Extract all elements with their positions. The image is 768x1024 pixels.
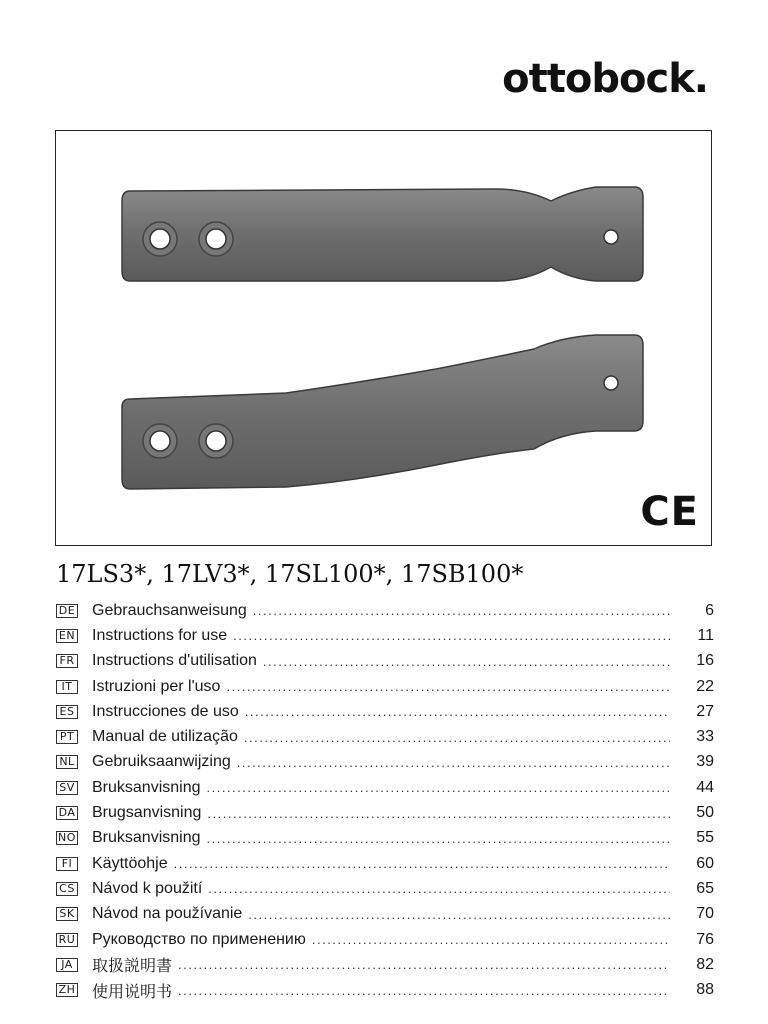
language-code-badge: CS bbox=[56, 882, 78, 896]
toc-page-number: 88 bbox=[696, 981, 714, 999]
toc-row[interactable] bbox=[56, 977, 714, 1002]
language-code-badge: SV bbox=[56, 781, 78, 795]
dot-leader bbox=[248, 907, 670, 922]
dot-leader bbox=[178, 957, 670, 972]
toc-row[interactable] bbox=[56, 623, 714, 648]
toc-title: Instructions d'utilisation bbox=[92, 652, 257, 670]
toc-title: Instructions for use bbox=[92, 626, 228, 644]
toc-page-number: 76 bbox=[696, 930, 714, 948]
language-code-badge: PT bbox=[56, 730, 78, 744]
product-figure bbox=[55, 130, 712, 546]
language-code-badge: IT bbox=[56, 680, 78, 694]
toc-title: Руководство по применению bbox=[92, 930, 306, 948]
ottobock-logo: ottobock. bbox=[502, 56, 708, 102]
toc-title: Bruksanvisning bbox=[92, 829, 201, 847]
dot-leader bbox=[237, 755, 670, 770]
dot-leader bbox=[263, 654, 670, 669]
toc-row[interactable] bbox=[56, 750, 714, 775]
dot-leader bbox=[207, 831, 671, 846]
language-code-badge: FR bbox=[56, 654, 78, 668]
language-code-badge: EN bbox=[56, 629, 78, 643]
language-code-badge: RU bbox=[56, 933, 78, 947]
toc-row[interactable] bbox=[56, 724, 714, 749]
toc-title: Návod k použití bbox=[92, 879, 203, 897]
toc-title: Gebrauchsanweisung bbox=[92, 601, 247, 619]
toc-title: 使用说明书 bbox=[92, 983, 173, 1001]
toc-page-number: 22 bbox=[696, 677, 714, 695]
toc-page-number: 70 bbox=[696, 905, 714, 923]
splint-bars-illustration bbox=[56, 131, 713, 547]
toc-page-number: 60 bbox=[696, 854, 714, 872]
language-code-badge: ZH bbox=[56, 983, 78, 997]
table-of-contents bbox=[56, 598, 714, 1003]
language-code-badge: NL bbox=[56, 755, 78, 769]
toc-page-number: 16 bbox=[696, 652, 714, 670]
dot-leader bbox=[208, 881, 670, 896]
language-code-badge: JA bbox=[56, 958, 78, 972]
language-code-badge: DA bbox=[56, 806, 78, 820]
toc-row[interactable] bbox=[56, 775, 714, 800]
toc-page-number: 33 bbox=[696, 728, 714, 746]
toc-title: Gebruiksaanwijzing bbox=[92, 753, 231, 771]
toc-row[interactable] bbox=[56, 674, 714, 699]
toc-title: Brugsanvisning bbox=[92, 804, 202, 822]
toc-title: Bruksanvisning bbox=[92, 778, 201, 796]
toc-row[interactable] bbox=[56, 952, 714, 977]
toc-row[interactable] bbox=[56, 598, 714, 623]
language-code-badge: FI bbox=[56, 857, 78, 871]
dot-leader bbox=[244, 730, 670, 745]
toc-row[interactable] bbox=[56, 851, 714, 876]
dot-leader bbox=[245, 704, 670, 719]
language-code-badge: DE bbox=[56, 604, 78, 618]
toc-title: Návod na používanie bbox=[92, 905, 243, 923]
toc-title: Istruzioni per l'uso bbox=[92, 677, 221, 695]
toc-page-number: 11 bbox=[697, 626, 714, 644]
toc-page-number: 82 bbox=[696, 955, 714, 973]
toc-page-number: 50 bbox=[696, 804, 714, 822]
toc-title: Instrucciones de uso bbox=[92, 702, 239, 720]
ce-mark: CE bbox=[640, 489, 699, 535]
language-code-badge: ES bbox=[56, 705, 78, 719]
toc-page-number: 6 bbox=[705, 601, 714, 619]
toc-row[interactable] bbox=[56, 800, 714, 825]
dot-leader bbox=[207, 780, 671, 795]
toc-page-number: 44 bbox=[696, 778, 714, 796]
straight-bar bbox=[122, 187, 643, 281]
language-code-badge: NO bbox=[56, 831, 78, 845]
dot-leader bbox=[207, 806, 670, 821]
dot-leader bbox=[312, 932, 670, 947]
toc-row[interactable] bbox=[56, 902, 714, 927]
language-code-badge: SK bbox=[56, 907, 78, 921]
dot-leader bbox=[233, 628, 670, 643]
toc-page-number: 55 bbox=[696, 829, 714, 847]
product-title: 17LS3*, 17LV3*, 17SL100*, 17SB100* bbox=[56, 560, 524, 588]
dot-leader bbox=[178, 983, 670, 998]
toc-row[interactable] bbox=[56, 876, 714, 901]
dot-leader bbox=[174, 856, 670, 871]
toc-row[interactable] bbox=[56, 826, 714, 851]
toc-row[interactable] bbox=[56, 649, 714, 674]
toc-row[interactable] bbox=[56, 927, 714, 952]
toc-page-number: 27 bbox=[696, 702, 714, 720]
toc-title: 取扱説明書 bbox=[92, 958, 173, 976]
toc-title: Manual de utilização bbox=[92, 728, 238, 746]
toc-row[interactable] bbox=[56, 699, 714, 724]
dot-leader bbox=[226, 679, 670, 694]
toc-title: Käyttöohje bbox=[92, 854, 168, 872]
dot-leader bbox=[253, 603, 670, 618]
angled-bar bbox=[122, 335, 643, 489]
toc-page-number: 39 bbox=[696, 753, 714, 771]
toc-page-number: 65 bbox=[696, 879, 714, 897]
